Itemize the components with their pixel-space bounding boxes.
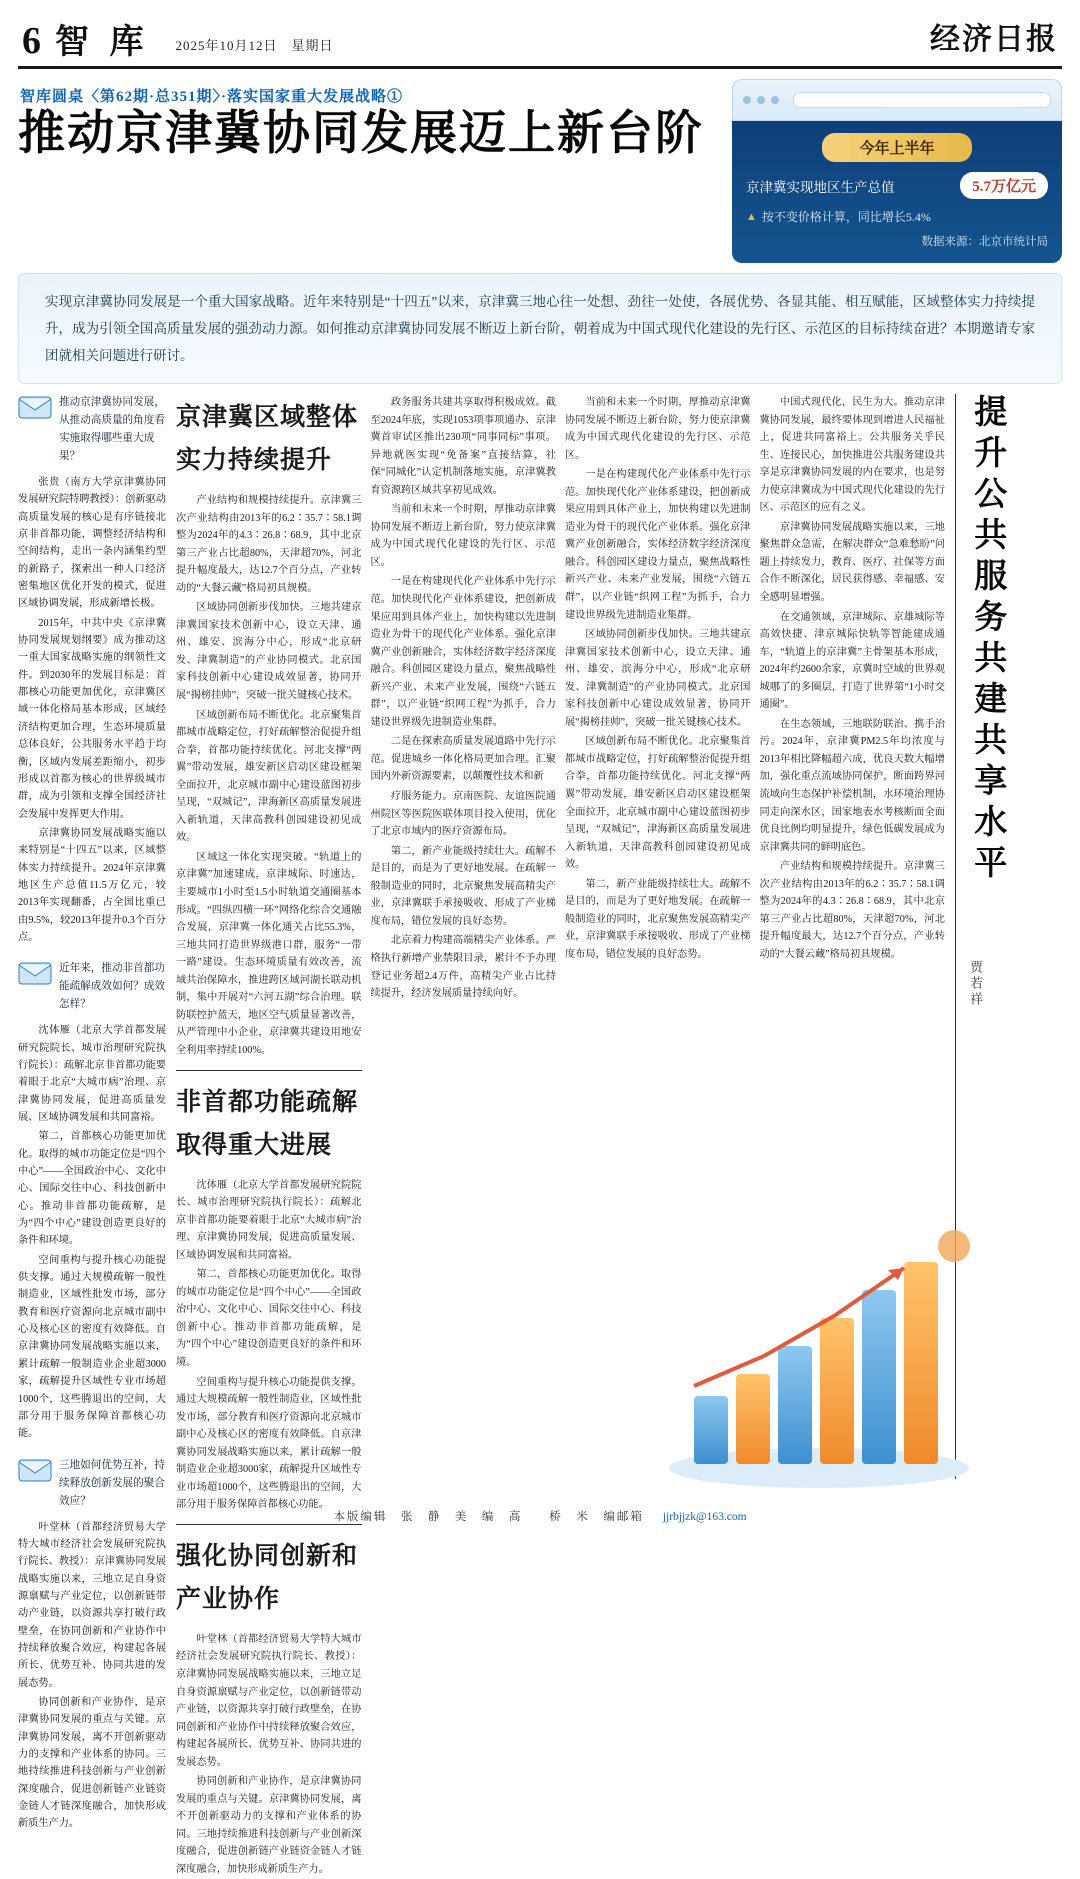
paragraph: 区域创新布局不断优化。北京聚集首都城市战略定位，打好疏解整治促提升组合拳，首都功能持续优化。河北支撑“两翼”带动发展，雄安新区启动区建设框架全面拉开，北京城市副中心建设蓝图初步呈现，“双城记”，津海新区高质量发展进入新轨道，天津高教科创园建设初见成效。 bbox=[176, 709, 362, 844]
paragraph: 北京着力构建高端精尖产业体系。严格执行新增产业禁限目录，累计不予办理登记业务超2.4万件，高精尖产业占比持续提升，经济发展质量持续向好。 bbox=[370, 935, 556, 1000]
question-column bbox=[18, 394, 166, 1830]
page-footer bbox=[0, 1508, 1080, 1524]
footer-text: 本版编辑 张 静 美 编 高 桥 米 编邮箱 bbox=[333, 1511, 644, 1523]
envelope-icon bbox=[18, 394, 52, 425]
section-block bbox=[176, 396, 362, 1060]
bio-paragraph: 空间重构与提升核心功能提供支撑。通过大规模疏解一般性制造业，区域性批发市场，部分教育和医疗资源向北京城市副中心及核心区的密度有效降低。自京津冀协同发展战略实施以来，累计疏解一般制造业企业超3000家，疏解提升区域性专业市场超1000个，这些腾退出的空间，大部分用于服务保障首都核心功能。 bbox=[18, 1254, 166, 1440]
expert-bio bbox=[18, 1519, 166, 1833]
paragraph: 沈体雁（北京大学首都发展研究院院长、城市治理研究院执行院长）：疏解北京非首都功能要着眼于北京“大城市病”治理、京津冀协同发展，促进高质量发展、区域协调发展和共同富裕。 bbox=[176, 1179, 362, 1261]
paragraph: 中国式现代化，民生为大。推动京津冀协同发展，最终要体现到增进人民福祉上，促进共同富裕上。公共服务关乎民生、连接民心，加快推进公共服务建设共享是京津冀协同发展的内在要求，也是努力使京津冀成为中国式现代化建设的先行区、示范区的应有之义。 bbox=[759, 397, 945, 514]
envelope-icon bbox=[18, 1457, 52, 1488]
address-bar bbox=[793, 92, 1051, 108]
paper-title: 经济日报 bbox=[930, 23, 1058, 56]
paragraph: 一是在构建现代化产业体系中先行示范。加快现代化产业体系建设，把创新成果应用到具体产业上，加快构建以先进制造业为骨干的现代化产业体系。强化京津冀产业创新融合，实体经济数字经济深度融合。科创园区建设力量点，聚焦战略性新兴产业、未来产业发展，围绕“六链五群”，以产业链“织网工程”为抓手，合力建设世界级先进制造业集群。 bbox=[370, 576, 556, 728]
bio-paragraph: 协同创新和产业协作，是京津冀协同发展的重点与关键。京津冀协同发展，离不开创新驱动力的支撑和产业体系的协同。三地持续推进科技创新与产业创新深度融合，促进创新链产业链资金链人才链深度融合，加快形成新质生产力。 bbox=[18, 1696, 166, 1830]
question-text: 三地如何优势互补，持续释放创新发展的聚合效应？ bbox=[59, 1459, 165, 1507]
paragraph: 当前和未来一个时期，厚推动京津冀协同发展不断迈上新台阶，努力使京津冀成为中国式现代化建设的先行区、示范区。 bbox=[370, 504, 556, 568]
window-dot-icon bbox=[743, 96, 751, 104]
window-dot-icon bbox=[771, 96, 779, 104]
stat-graphic bbox=[732, 79, 1062, 263]
paragraph: 第二，新产业能级持续壮大。疏解不是目的，而是为了更好地发展。在疏解一般制造业的同时，北京聚焦发展高精尖产业，京津冀联手承接吸收、形成了产业梯度布局，错位发展的良好态势。 bbox=[370, 845, 556, 927]
paragraph: 政务服务共建共享取得积极成效。截至2024年底，实现1053项事项通办、京津冀首审试区推出230项“同事同标”事项。异地就医实现“免备案”直接结算，社保“同城化”认定机制落地实施，京津冀教育资源跨区域共享初见成效。 bbox=[370, 397, 556, 496]
paragraph: 区域协同创新步伐加快。三地共建京津冀国家技术创新中心，设立天津、通州、雄安、滨海分中心，形成“北京研发、津冀制造”的产业协同模式。北京国家科技创新中心建设成效显著，协同开展“揭榜挂帅”，突破一批关键核心技术。 bbox=[565, 629, 751, 728]
paragraph: 产业结构和规模持续提升。京津冀三次产业结构由2013年的6.2∶35.7∶58.1调整为2024年的4.3∶26.8∶68.9，其中北京第三产业占比超80%，天津超70%，河北提升幅度最大，达12.7个百分点，产业转动的“大餐云藏”格局初具规模。 bbox=[176, 495, 362, 594]
stat-source: 数据来源：北京市统计局 bbox=[921, 236, 1048, 248]
section-name: 智 库 bbox=[55, 24, 150, 61]
stat-change bbox=[746, 208, 1048, 225]
vertical-title: 提升公共服务共建共享水平 bbox=[969, 394, 1006, 886]
section-title: 强化协同创新和产业协作 bbox=[176, 1542, 359, 1613]
expert-bio bbox=[18, 1022, 166, 1442]
section-title: 非首都功能疏解取得重大进展 bbox=[176, 1088, 359, 1159]
page-number: 6 bbox=[22, 20, 41, 62]
publication-date: 2025年10月12日 星期日 bbox=[175, 38, 334, 53]
bio-paragraph: 叶堂林（首都经济贸易大学特大城市经济社会发展研究院执行院长、教授）：京津冀协同发展战略实施以来，三地立足自身资源禀赋与产业定位，以创新链带动产业链，以资源共享打破行政壁垒，在协同创新和产业协作中持续释放聚合效应，构建起各展所长、优势互补、协同共进的发展态势。 bbox=[18, 1521, 166, 1689]
question-text: 推动京津冀协同发展，从推动高质量的角度看实施取得哪些重大成果？ bbox=[59, 397, 165, 462]
question-item bbox=[18, 394, 166, 466]
bio-paragraph: 沈体雁（北京大学首都发展研究院院长、城市治理研究院执行院长）：疏解北京非首都功能要着眼于北京“大城市病”治理、京津冀协同发展，促进高质量发展、区域协调发展和共同富裕。 bbox=[18, 1025, 166, 1123]
bio-paragraph: 京津冀协同发展战略实施以来特别是“十四五”以来，区域整体实力持续提升。2024年京津冀地区生产总值11.5万亿元，较2013年实现翻番，占全国比重已由9.5%，较2013年提升0.3个百分点。 bbox=[18, 827, 166, 943]
expert-bio bbox=[18, 474, 166, 946]
paragraph: 产业结构和规模持续提升。京津冀三次产业结构由2013年的6.2∶35.7∶58.1调整为2024年的4.3∶26.8∶68.9，其中北京第三产业占比超80%，天津超70%，河北提升幅度最大，达12.7个百分点，产业转动的“大餐云藏”格局初具规模。 bbox=[759, 861, 945, 960]
body-column-1 bbox=[176, 394, 362, 1875]
masthead bbox=[18, 0, 1062, 69]
question-item bbox=[18, 1457, 166, 1511]
stat-period-badge: 今年上半年 bbox=[822, 133, 972, 162]
article-author: 贾若祥 bbox=[968, 960, 983, 1008]
paragraph: 当前和未来一个时期，厚推动京津冀协同发展不断迈上新台阶，努力使京津冀成为中国式现代化建设的先行区、示范区。 bbox=[565, 397, 751, 461]
paragraph: 第二，首都核心功能更加优化。取得的城市功能定位是“四个中心”——全国政治中心、文化中心、国际交往中心、科技创新中心。推动非首都功能疏解，是为“四个中心”建设创造更良好的条件和环境。 bbox=[176, 1269, 362, 1368]
paragraph: 京津冀协同发展战略实施以来，三地聚焦群众急需，在解决群众“急难愁盼”问题上持续发力，教育、医疗、社保等方面合作不断深化，居民获得感、幸福感、安全感明显增强。 bbox=[759, 521, 945, 604]
lead-abstract: 实现京津冀协同发展是一个重大国家战略。近年来特别是“十四五”以来，京津冀三地心往一处想、劲往一处使，各展优势、各显其能、相互赋能，区域整体实力持续提升，成为引领全国高质量发展的强劲动力源。如何推动京津冀协同发展不断迈上新台阶，朝着成为中国式现代化建设的先行区、示范区的目标持续奋进？本期邀请专家团就相关问题进行研讨。 bbox=[18, 273, 1062, 384]
bar-chart-illustration bbox=[654, 1206, 984, 1496]
bio-paragraph: 第二，首都核心功能更加优化。取得的城市功能定位是“四个中心”——全国政治中心、文化中心、国际交往中心、科技创新中心。推动非首都功能疏解，是为“四个中心”建设创造更良好的条件和环境。 bbox=[18, 1131, 166, 1247]
stat-card bbox=[732, 121, 1062, 263]
section-block bbox=[176, 1070, 362, 1514]
paragraph: 协同创新和产业协作，是京津冀协同发展的重点与关键。京津冀协同发展，离不开创新驱动力的支撑和产业体系的协同。三地持续推进科技创新与产业创新深度融合，促进创新链产业链资金链人才链深度融合，加快形成新质生产力。 bbox=[176, 1776, 362, 1875]
triangle-up-icon: ▲ bbox=[746, 210, 757, 223]
question-item bbox=[18, 960, 166, 1014]
paragraph: 区域协同创新步伐加快。三地共建京津冀国家技术创新中心，设立天津、通州、雄安、滨海分中心，形成“北京研发、津冀制造”的产业协同模式。北京国家科技创新中心建设成效显著，协同开展“揭榜挂帅”，突破一批关键核心技术。 bbox=[176, 602, 362, 702]
paragraph: 第二，新产业能级持续壮大。疏解不是目的，而是为了更好地发展。在疏解一般制造业的同时，北京聚焦发展高精尖产业，京津冀联手承接吸收、形成了产业梯度布局，错位发展的良好态势。 bbox=[565, 878, 751, 960]
paragraph: 在生态领域，三地联防联治、携手治污。2024年，京津冀PM2.5年均浓度与2013年相比降幅超六成，优良天数大幅增加，强化重点流域协同保护，断面跨界河流域向生态保护补偿机制，水环境治理协同走向深水区，国家地表水考核断面全面优良比例均明显提升，绿色低碳发展成为京津冀共同的鲜明底色。 bbox=[759, 718, 945, 853]
envelope-icon bbox=[18, 960, 52, 991]
section-title: 京津冀区域整体实力持续提升 bbox=[176, 404, 359, 474]
section-block bbox=[176, 1524, 362, 1879]
browser-chrome bbox=[732, 79, 1062, 121]
paragraph: 叶堂林（首都经济贸易大学特大城市经济社会发展研究院执行院长、教授）：京津冀协同发展战略实施以来，三地立足自身资源禀赋与产业定位，以创新链带动产业链，以资源共享打破行政壁垒，在协同创新和产业协作中持续释放聚合效应，构建起各展所长、优势互补、协同共进的发展态势。 bbox=[176, 1633, 362, 1768]
paragraph: 空间重构与提升核心功能提供支撑。通过大规模疏解一般性制造业，区域性批发市场，部分教育和医疗资源向北京城市副中心及核心区的密度有效降低。自京津冀协同发展战略实施以来，累计疏解一般制造业企业超3000家，疏解提升区域性专业市场超1000个，这些腾退出的空间，大部分用于服务保障首都核心功能。 bbox=[176, 1376, 362, 1511]
page-title: 推动京津冀协同发展迈上新台阶 bbox=[18, 108, 704, 160]
paragraph: 二是在探索高质量发展道路中先行示范。促进城乡一体化格局更加合理。汇聚国内外新资源要素，以颠覆性技术和新 bbox=[370, 736, 556, 783]
window-dot-icon bbox=[757, 96, 765, 104]
paragraph: 一是在构建现代化产业体系中先行示范。加快现代化产业体系建设，把创新成果应用到具体产业上，加快构建以先进制造业为骨干的现代化产业体系。强化京津冀产业创新融合，实体经济数字经济深度融合。科创园区建设力量点，聚焦战略性新兴产业、未来产业发展，围绕“六链五群”，以产业链“织网工程”为抓手，合力建设世界级先进制造业集群。 bbox=[565, 469, 751, 621]
headline-area bbox=[18, 79, 1062, 263]
bio-paragraph: 张贵（南方大学京津冀协同发展研究院特聘教授）：创新驱动高质量发展的核心是有序链接北京非首都功能，调整经济结构和空间结构，走出一条内涵集约型的新路子，探索出一种人口经济密集地区优化开发的模式，促进区域协调发展，形成新增长极。 bbox=[18, 477, 166, 610]
paragraph: 在交通领域，京津城际、京雄城际等高效快捷、津京城际快轨等智能建成通车，“轨道上的京津冀”主骨架基本形成，2024年约2600余家，京冀时空域的世界观城哪了的多圈层，打造了世界第“1小时交通圈”。 bbox=[759, 611, 945, 711]
body-column-2 bbox=[371, 394, 557, 1479]
stat-label: 京津冀实现地区生产总值 bbox=[746, 179, 895, 195]
paragraph: 区域创新布局不断优化。北京聚集首都城市战略定位，打好疏解整治促提升组合拳，首都功能持续优化。河北支撑“两翼”带动发展，雄安新区启动区建设框架全面拉开，北京城市副中心建设蓝图初步呈现，“双城记”，津海新区高质量发展进入新轨道，天津高教科创园建设初见成效。 bbox=[565, 736, 751, 871]
question-text: 近年来，推动非首都功能疏解成效如何？成效怎样？ bbox=[59, 963, 165, 1011]
bio-paragraph: 2015年，中共中央《京津冀协同发展规划纲要》成为推动这一重大国家战略实施的纲领性文件。到2030年的发展目标是：首都核心功能更加优化，京津冀区域一体化格局基本形成，区域经济结构更加合理，生态环境质量总体良好，公共服务水平趋于均衡，区域内发展差距缩小，初步形成以首都为核心的世界级城市群，成为引领和支撑全国经济社会发展中发挥更大作用。 bbox=[18, 617, 166, 820]
paragraph: 疗服务能力。京南医院、友谊医院通州院区等医院医联体项目投入使用，优化了北京市域内的医疗资源布局。 bbox=[370, 791, 556, 838]
stat-value: 5.7万亿元 bbox=[960, 172, 1048, 199]
kicker: 智库圆桌〈第62期·总351期〉·落实国家重大发展战略① bbox=[20, 89, 404, 105]
paragraph: 区域这一体化实现突破。“轨道上的京津冀”加速建成，京津城际、时速达，主要城市1小时至1.5小时轨道交通圈基本形成。“四纵四横一环”网络化综合交通融合发展，京津冀一体化通关占比55.3%，三地共同打造世界级港口群，服务“一带一路”建设。生态环境质量有效改善，流域共治保障水，推进跨区域河湖长联动机制，集中开展对“六河五湖”综合治理。联防联控护蓝天，地区空气质量显著改善，从严管理中小企业，京津冀共建设用地安全利用率持续100%。 bbox=[176, 851, 362, 1056]
stat-change-text: 按不变价格计算，同比增长5.4% bbox=[761, 210, 931, 224]
footer-email: jjrbjjzk@163.com bbox=[662, 1511, 747, 1523]
